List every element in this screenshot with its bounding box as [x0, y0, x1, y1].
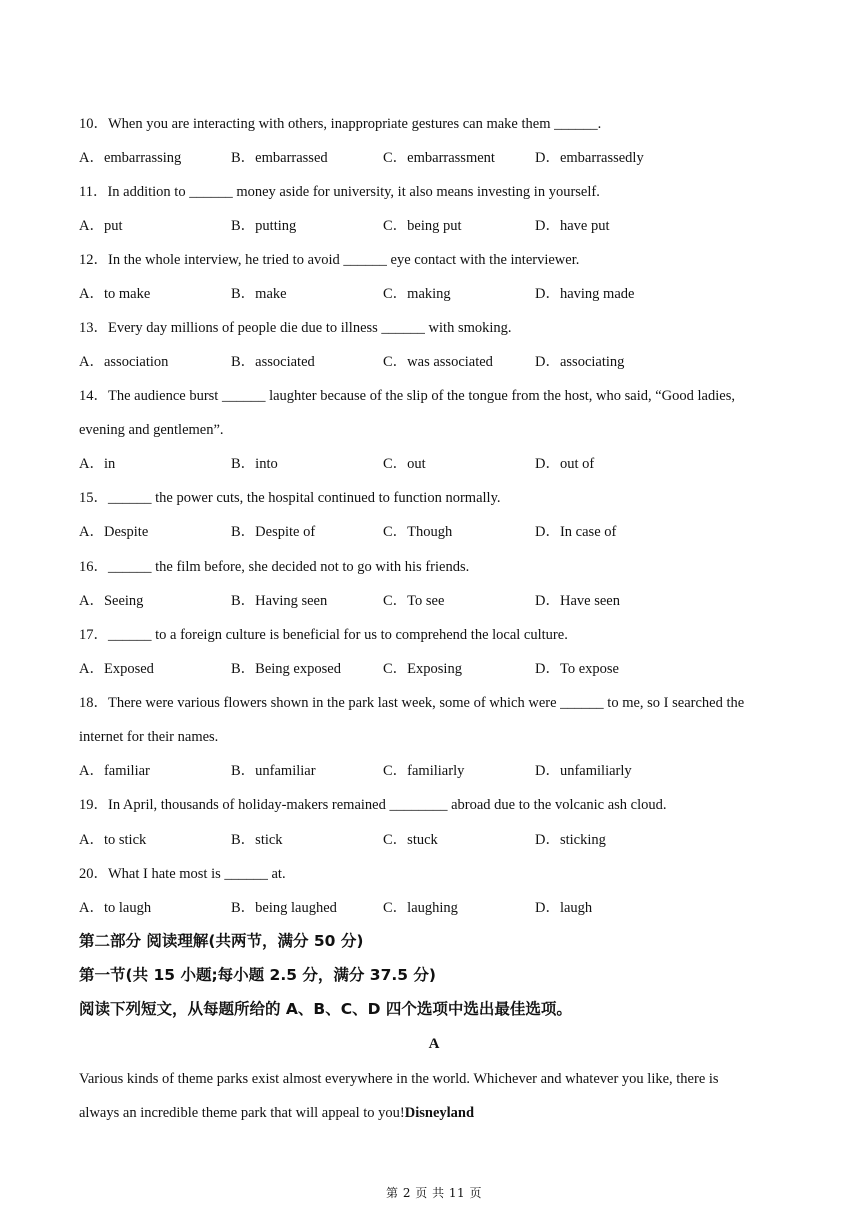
question-11-option-b: B．putting — [231, 218, 297, 234]
question-11-option-c: C．being put — [383, 218, 462, 234]
question-15-option-c: C．Though — [383, 524, 453, 540]
question-11-option-d: D．have put — [535, 218, 610, 234]
question-18-stem: 18．There were various flowers shown in the park last week, some of which were ______ to me, so I searched the — [79, 695, 745, 711]
question-12-option-a: A．to make — [79, 286, 151, 302]
question-15-option-a: A．Despite — [79, 524, 149, 540]
question-20-option-a: A．to laugh — [79, 900, 152, 916]
question-16-option-a: A．Seeing — [79, 593, 144, 609]
passage-line-1: Various kinds of theme parks exist almost everywhere in the world. Whichever and whatever you like, there is — [79, 1071, 719, 1087]
passage-line-2-text: always an incredible theme park that will appeal to you! — [79, 1105, 405, 1121]
instruction: 阅读下列短文，从每题所给的 A、B、C、D 四个选项中选出最佳选项。 — [79, 1000, 572, 1018]
passage-bold-heading: Disneyland — [404, 1105, 475, 1121]
question-11-stem: 11．In addition to ______ money aside for university, it also means investing in yourself. — [79, 184, 600, 200]
question-17-stem: 17．______ to a foreign culture is beneficial for us to comprehend the local culture. — [79, 627, 568, 643]
question-15-stem: 15．______ the power cuts, the hospital continued to function normally. — [79, 490, 501, 506]
question-20-option-c: C．laughing — [383, 900, 458, 916]
question-10-option-c: C．embarrassment — [383, 150, 495, 166]
question-18-option-a: A．familiar — [79, 763, 150, 779]
question-13-option-c: C．was associated — [383, 354, 493, 370]
question-12-stem: 12．In the whole interview, he tried to avoid ______ eye contact with the interviewer. — [79, 252, 580, 268]
question-20-stem: 20．What I hate most is ______ at. — [79, 866, 286, 882]
question-17-option-c: C．Exposing — [383, 661, 462, 677]
subsection-title: 第一节(共 15 小题;每小题 2.5 分，满分 37.5 分) — [79, 966, 437, 984]
question-16-option-c: C．To see — [383, 593, 445, 609]
question-19-option-b: B．stick — [231, 832, 283, 848]
question-20-option-b: B．being laughed — [231, 900, 337, 916]
question-19-option-d: D．sticking — [535, 832, 606, 848]
question-18-option-c: C．familiarly — [383, 763, 465, 779]
question-18-option-b: B．unfamiliar — [231, 763, 316, 779]
question-11-option-a: A．put — [79, 218, 123, 234]
question-18-option-d: D．unfamiliarly — [535, 763, 632, 779]
question-13-option-b: B．associated — [231, 354, 315, 370]
question-14-stem-continued: evening and gentlemen”. — [79, 422, 224, 438]
question-14-option-b: B．into — [231, 456, 278, 472]
question-17-option-d: D．To expose — [535, 661, 619, 677]
question-10-stem: 10．When you are interacting with others, inappropriate gestures can make them ______. — [79, 116, 602, 132]
question-17-option-a: A．Exposed — [79, 661, 154, 677]
question-19-option-a: A．to stick — [79, 832, 147, 848]
question-10-option-b: B．embarrassed — [231, 150, 328, 166]
question-14-option-d: D．out of — [535, 456, 595, 472]
question-14-stem: 14．The audience burst ______ laughter because of the slip of the tongue from the host, who said, “Good ladies, — [79, 388, 735, 404]
question-19-option-c: C．stuck — [383, 832, 438, 848]
question-14-option-c: C．out — [383, 456, 426, 472]
question-12-option-b: B．make — [231, 286, 287, 302]
question-15-option-b: B．Despite of — [231, 524, 316, 540]
question-16-option-b: B．Having seen — [231, 593, 328, 609]
question-18-stem-continued: internet for their names. — [79, 729, 219, 745]
passage-label: A — [428, 1036, 440, 1052]
question-16-option-d: D．Have seen — [535, 593, 620, 609]
page-footer: 第 2 页 共 11 页 — [386, 1186, 482, 1200]
question-13-stem: 13．Every day millions of people die due to illness ______ with smoking. — [79, 320, 512, 336]
question-12-option-c: C．making — [383, 286, 451, 302]
question-13-option-d: D．associating — [535, 354, 625, 370]
question-19-stem: 19．In April, thousands of holiday-makers remained ________ abroad due to the volcanic ash cloud. — [79, 797, 667, 813]
question-13-option-a: A．association — [79, 354, 169, 370]
question-20-option-d: D．laugh — [535, 900, 593, 916]
passage-line-2 — [79, 1103, 474, 1123]
question-14-option-a: A．in — [79, 456, 116, 472]
question-17-option-b: B．Being exposed — [231, 661, 341, 677]
part-title: 第二部分 阅读理解(共两节，满分 50 分) — [79, 932, 364, 950]
question-10-option-d: D．embarrassedly — [535, 150, 644, 166]
question-12-option-d: D．having made — [535, 286, 635, 302]
question-10-option-a: A．embarrassing — [79, 150, 182, 166]
question-16-stem: 16．______ the film before, she decided not to go with his friends. — [79, 559, 470, 575]
question-15-option-d: D．In case of — [535, 524, 617, 540]
